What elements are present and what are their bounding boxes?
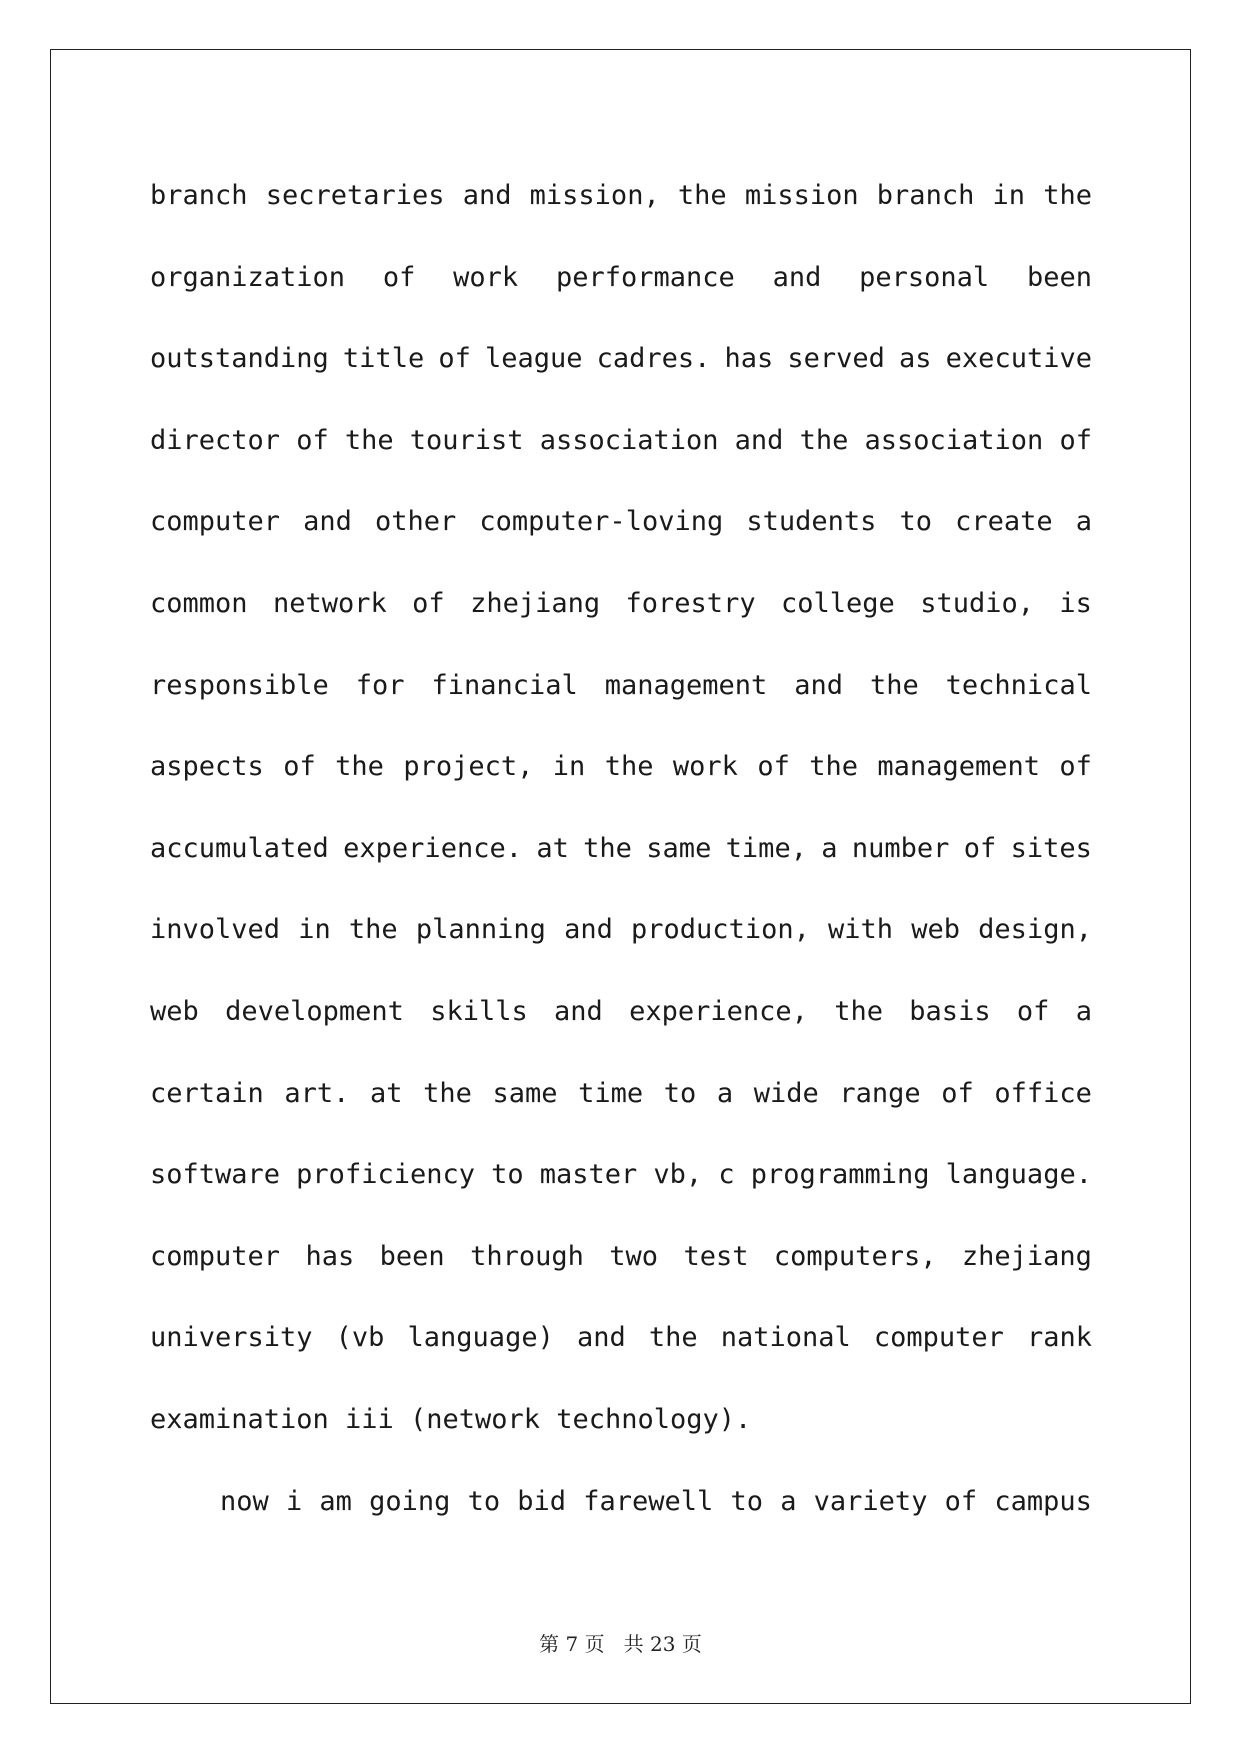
- word: campus: [994, 1485, 1092, 1517]
- word: to: [663, 1077, 697, 1109]
- word: (network: [409, 1403, 541, 1435]
- word: at: [536, 832, 569, 864]
- word: a: [1075, 506, 1092, 538]
- word: personal: [859, 261, 990, 293]
- text-line: [150, 481, 1092, 563]
- word: experience,: [629, 995, 808, 1027]
- word: the: [1043, 180, 1092, 211]
- word: management: [877, 751, 1040, 783]
- word: planning: [415, 914, 546, 946]
- word: of: [438, 343, 471, 375]
- word: university: [150, 1322, 313, 1354]
- word: web: [150, 995, 199, 1027]
- word: vb,: [653, 1159, 703, 1191]
- word: computer-loving: [479, 506, 724, 538]
- word: certain: [150, 1077, 264, 1109]
- word: the: [869, 669, 919, 701]
- text-line: [150, 563, 1092, 645]
- word: skills: [430, 995, 528, 1027]
- text-line: [150, 1134, 1092, 1216]
- word: computer: [873, 1322, 1004, 1354]
- word: examination: [150, 1403, 329, 1435]
- word: has: [724, 343, 774, 375]
- text-line: [150, 318, 1092, 400]
- word: association: [539, 424, 719, 456]
- word: aspects: [150, 751, 264, 783]
- word: of: [296, 424, 329, 456]
- word: master: [539, 1159, 638, 1191]
- word: and: [462, 180, 512, 211]
- word: forestry: [625, 587, 756, 619]
- word: the: [344, 424, 394, 456]
- word: of: [963, 832, 997, 864]
- word: for: [355, 669, 405, 701]
- word: basis: [909, 995, 991, 1027]
- word: of: [283, 751, 316, 783]
- word: sites: [1010, 832, 1092, 864]
- word: of: [757, 751, 790, 783]
- text-line: [150, 1297, 1092, 1379]
- word: common: [150, 587, 248, 619]
- word: league: [484, 343, 583, 375]
- word: bid: [517, 1485, 567, 1517]
- text-line: [150, 645, 1092, 727]
- word: test: [683, 1240, 749, 1272]
- word: the: [834, 995, 883, 1027]
- text-line: [150, 1461, 1092, 1543]
- word: project,: [403, 751, 534, 783]
- word: a: [821, 832, 838, 864]
- word: involved: [150, 914, 281, 946]
- word: the: [335, 751, 384, 783]
- word: organization: [150, 261, 346, 293]
- word: college: [780, 587, 895, 619]
- word: as: [899, 343, 932, 375]
- word: branch: [876, 180, 975, 211]
- word: development: [225, 995, 404, 1027]
- word: am: [319, 1485, 352, 1517]
- word: cadres.: [596, 343, 711, 375]
- word: computer: [150, 1240, 281, 1272]
- word: work: [453, 261, 519, 293]
- word: two: [609, 1240, 659, 1272]
- word: zhejiang: [961, 1240, 1092, 1272]
- word: technical: [945, 669, 1092, 701]
- word: of: [941, 1077, 974, 1109]
- word: the: [799, 424, 849, 456]
- word: studio,: [920, 587, 1034, 619]
- word: software: [150, 1159, 281, 1191]
- word: a: [716, 1077, 734, 1109]
- word: and: [303, 506, 352, 538]
- word: and: [734, 424, 784, 456]
- word: other: [375, 506, 457, 538]
- word: been: [379, 1240, 445, 1272]
- word: responsible: [150, 669, 329, 701]
- word: through: [470, 1240, 584, 1272]
- word: iii: [345, 1403, 394, 1435]
- word: of: [382, 261, 416, 293]
- text-line: [150, 237, 1092, 319]
- text-line: [150, 889, 1092, 971]
- word: accumulated: [150, 832, 329, 864]
- word: title: [342, 343, 425, 375]
- word: c: [718, 1159, 735, 1191]
- word: to: [467, 1485, 501, 1517]
- word: the: [648, 1322, 698, 1354]
- word: the: [604, 751, 654, 783]
- text-line: [150, 400, 1092, 482]
- word: production,: [631, 914, 810, 946]
- word: design,: [978, 914, 1092, 946]
- word: has: [305, 1240, 355, 1272]
- word: the: [423, 1077, 472, 1109]
- word: to: [730, 1485, 764, 1517]
- word: language.: [945, 1159, 1092, 1191]
- word: same: [492, 1077, 558, 1109]
- word: going: [369, 1485, 451, 1517]
- word: (vb: [335, 1322, 385, 1354]
- word: language): [407, 1322, 554, 1354]
- word: the: [809, 751, 859, 783]
- word: create: [955, 506, 1053, 538]
- text-line: [150, 1379, 1092, 1461]
- word: proficiency: [296, 1159, 475, 1191]
- word: at: [370, 1077, 403, 1109]
- word: outstanding: [150, 343, 329, 375]
- word: of: [412, 587, 445, 619]
- word: wide: [753, 1077, 819, 1109]
- word: to: [491, 1159, 524, 1191]
- word: time,: [725, 832, 807, 864]
- text-line: [150, 971, 1092, 1053]
- word: financial: [431, 669, 578, 701]
- word: director: [150, 424, 281, 456]
- word: the: [348, 914, 398, 946]
- word: art.: [284, 1077, 350, 1109]
- text-line: [150, 1216, 1092, 1298]
- word: rank: [1026, 1322, 1092, 1354]
- word: branch: [150, 180, 248, 211]
- word: mission,: [529, 180, 660, 211]
- word: network: [272, 587, 387, 619]
- word: is: [1059, 587, 1092, 619]
- text-line: [150, 808, 1092, 890]
- word: the: [583, 832, 632, 864]
- word: office: [994, 1077, 1092, 1109]
- word: number: [851, 832, 950, 864]
- word: zhejiang: [470, 587, 601, 619]
- word: in: [552, 751, 586, 783]
- word: and: [794, 669, 843, 701]
- word: programming: [750, 1159, 930, 1191]
- word: management: [604, 669, 768, 701]
- word: now: [220, 1485, 269, 1517]
- word: to: [899, 506, 932, 538]
- word: of: [1016, 995, 1050, 1027]
- text-line: [150, 1053, 1092, 1135]
- word: and: [576, 1322, 626, 1354]
- word: computers,: [773, 1240, 937, 1272]
- word: a: [780, 1485, 797, 1517]
- word: technology).: [556, 1403, 752, 1435]
- word: performance: [555, 261, 735, 293]
- word: served: [787, 343, 885, 375]
- text-line: [150, 155, 1092, 237]
- word: with: [828, 914, 894, 946]
- word: secretaries: [265, 180, 445, 211]
- document-body: [150, 155, 1092, 1542]
- word: same: [646, 832, 712, 864]
- word: of: [1059, 751, 1092, 783]
- word: of: [1059, 424, 1092, 456]
- word: the: [677, 180, 727, 211]
- text-line: [150, 726, 1092, 808]
- word: national: [720, 1322, 851, 1354]
- word: been: [1026, 261, 1092, 293]
- word: tourist: [409, 424, 524, 456]
- word: executive: [945, 343, 1092, 375]
- word: computer: [150, 506, 281, 538]
- word: students: [746, 506, 877, 538]
- word: farewell: [583, 1485, 714, 1517]
- word: mission: [744, 180, 859, 211]
- word: a: [1075, 995, 1092, 1027]
- word: work: [672, 751, 738, 783]
- word: web: [911, 914, 960, 946]
- word: variety: [813, 1485, 928, 1517]
- page-number-footer: 第 7 页 共 23 页: [539, 1632, 702, 1656]
- word: of: [944, 1485, 978, 1517]
- word: time: [578, 1077, 644, 1109]
- word: range: [839, 1077, 921, 1109]
- word: experience.: [343, 832, 522, 864]
- word: in: [992, 180, 1026, 211]
- word: association: [864, 424, 1044, 456]
- word: i: [285, 1485, 303, 1517]
- word: and: [554, 995, 603, 1027]
- word: and: [772, 261, 822, 293]
- word: and: [564, 914, 613, 946]
- word: in: [298, 914, 331, 946]
